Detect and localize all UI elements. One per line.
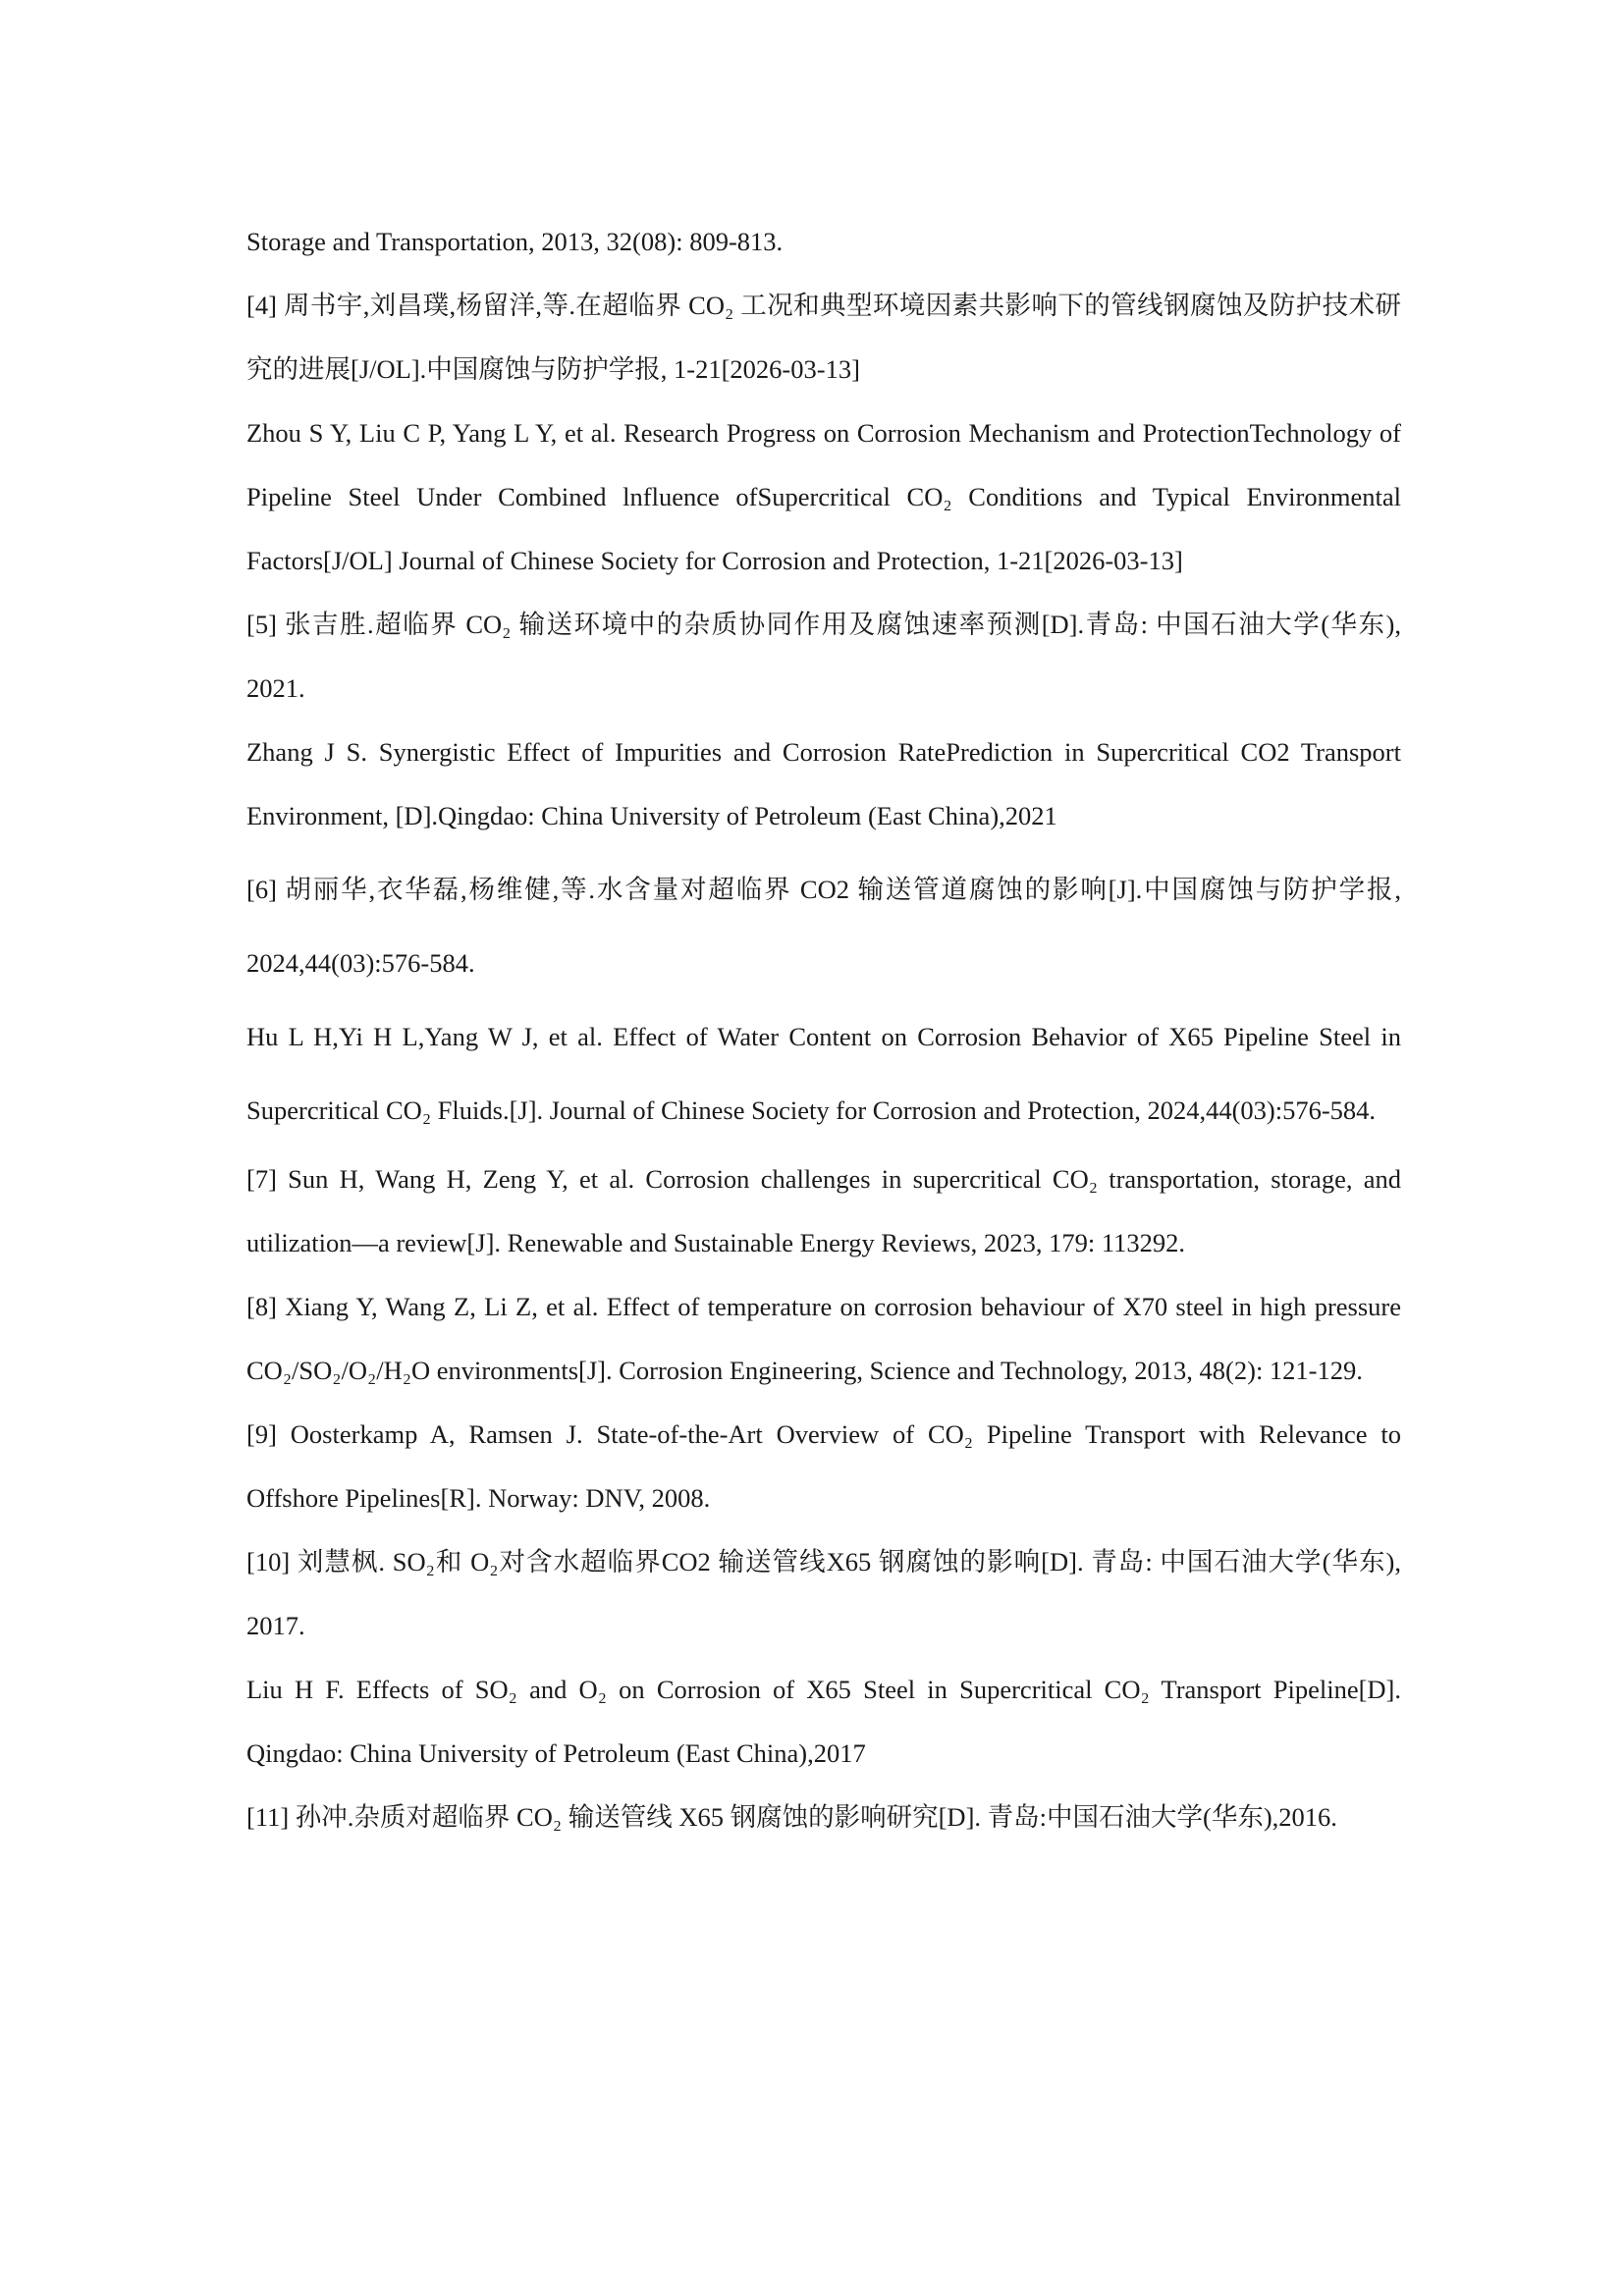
reference-5-chinese: [5] 张吉胜.超临界 CO₂ 输送环境中的杂质协同作用及腐蚀速率预测[D].青岛: 中国石油大学(华东), 2021.: [246, 610, 1401, 703]
reference-9: [9] Oosterkamp A, Ramsen J. State-of-the-Art Overview of CO₂ Pipeline Transport with Relevance to Offshore Pipelines[R]. Norway: DNV, 2008.: [246, 1419, 1401, 1513]
reference-10-chinese: [10] 刘慧枫. SO₂和 O₂对含水超临界CO2 输送管线X65 钢腐蚀的影响[D]. 青岛: 中国石油大学(华东), 2017.: [246, 1547, 1401, 1640]
reference-8: [8] Xiang Y, Wang Z, Li Z, et al. Effect of temperature on corrosion behaviour of X70 steel in high pressure CO₂/SO₂/O₂/H₂O environments[J]. Corrosion Engineering, Science and Technology, 2013, 48(2): 121-129.: [246, 1292, 1401, 1385]
reference-6-chinese: [6] 胡丽华,衣华磊,杨维健,等.水含量对超临界 CO2 输送管道腐蚀的影响[J].中国腐蚀与防护学报, 2024,44(03):576-584.: [246, 875, 1401, 978]
reference-10-english: Liu H F. Effects of SO₂ and O₂ on Corrosion of X65 Steel in Supercritical CO₂ Transport Pipeline[D]. Qingdao: China University of Petroleum (East China),2017: [246, 1675, 1401, 1768]
reference-11-chinese: [11] 孙冲.杂质对超临界 CO₂ 输送管线 X65 钢腐蚀的影响研究[D]. 青岛:中国石油大学(华东),2016.: [246, 1802, 1337, 1832]
reference-4-chinese: [4] 周书宇,刘昌璞,杨留洋,等.在超临界 CO₂ 工况和典型环境因素共影响下的管线钢腐蚀及防护技术研究的进展[J/OL].中国腐蚀与防护学报, 1-21[2026-03-13]: [246, 291, 1401, 384]
reference-continuation: Storage and Transportation, 2013, 32(08): 809-813.: [246, 227, 784, 256]
reference-7: [7] Sun H, Wang H, Zeng Y, et al. Corrosion challenges in supercritical CO₂ transportation, storage, and utilization—a review[J]. Renewable and Sustainable Energy Reviews, 2023, 179: 113292.: [246, 1164, 1401, 1257]
reference-4-english: Zhou S Y, Liu C P, Yang L Y, et al. Research Progress on Corrosion Mechanism and ProtectionTechnology of Pipeline Steel Under Combined lnfluence ofSupercritical CO₂ Conditions and Typical Environmental Factors[J/OL] Journal of Chinese Society for Corrosion and Protection, 1-21[2026-03-13]: [246, 418, 1401, 575]
reference-6-english: Hu L H,Yi H L,Yang W J, et al. Effect of Water Content on Corrosion Behavior of X65 Pipeline Steel in Supercritical CO₂ Fluids.[J]. Journal of Chinese Society for Corrosion and Protection, 2024,44(03):576-584.: [246, 1022, 1401, 1125]
reference-list: [246, 210, 1401, 1849]
reference-5-english: Zhang J S. Synergistic Effect of Impurities and Corrosion RatePrediction in Supercritical CO2 Transport Environment, [D].Qingdao: China University of Petroleum (East China),2021: [246, 737, 1401, 830]
